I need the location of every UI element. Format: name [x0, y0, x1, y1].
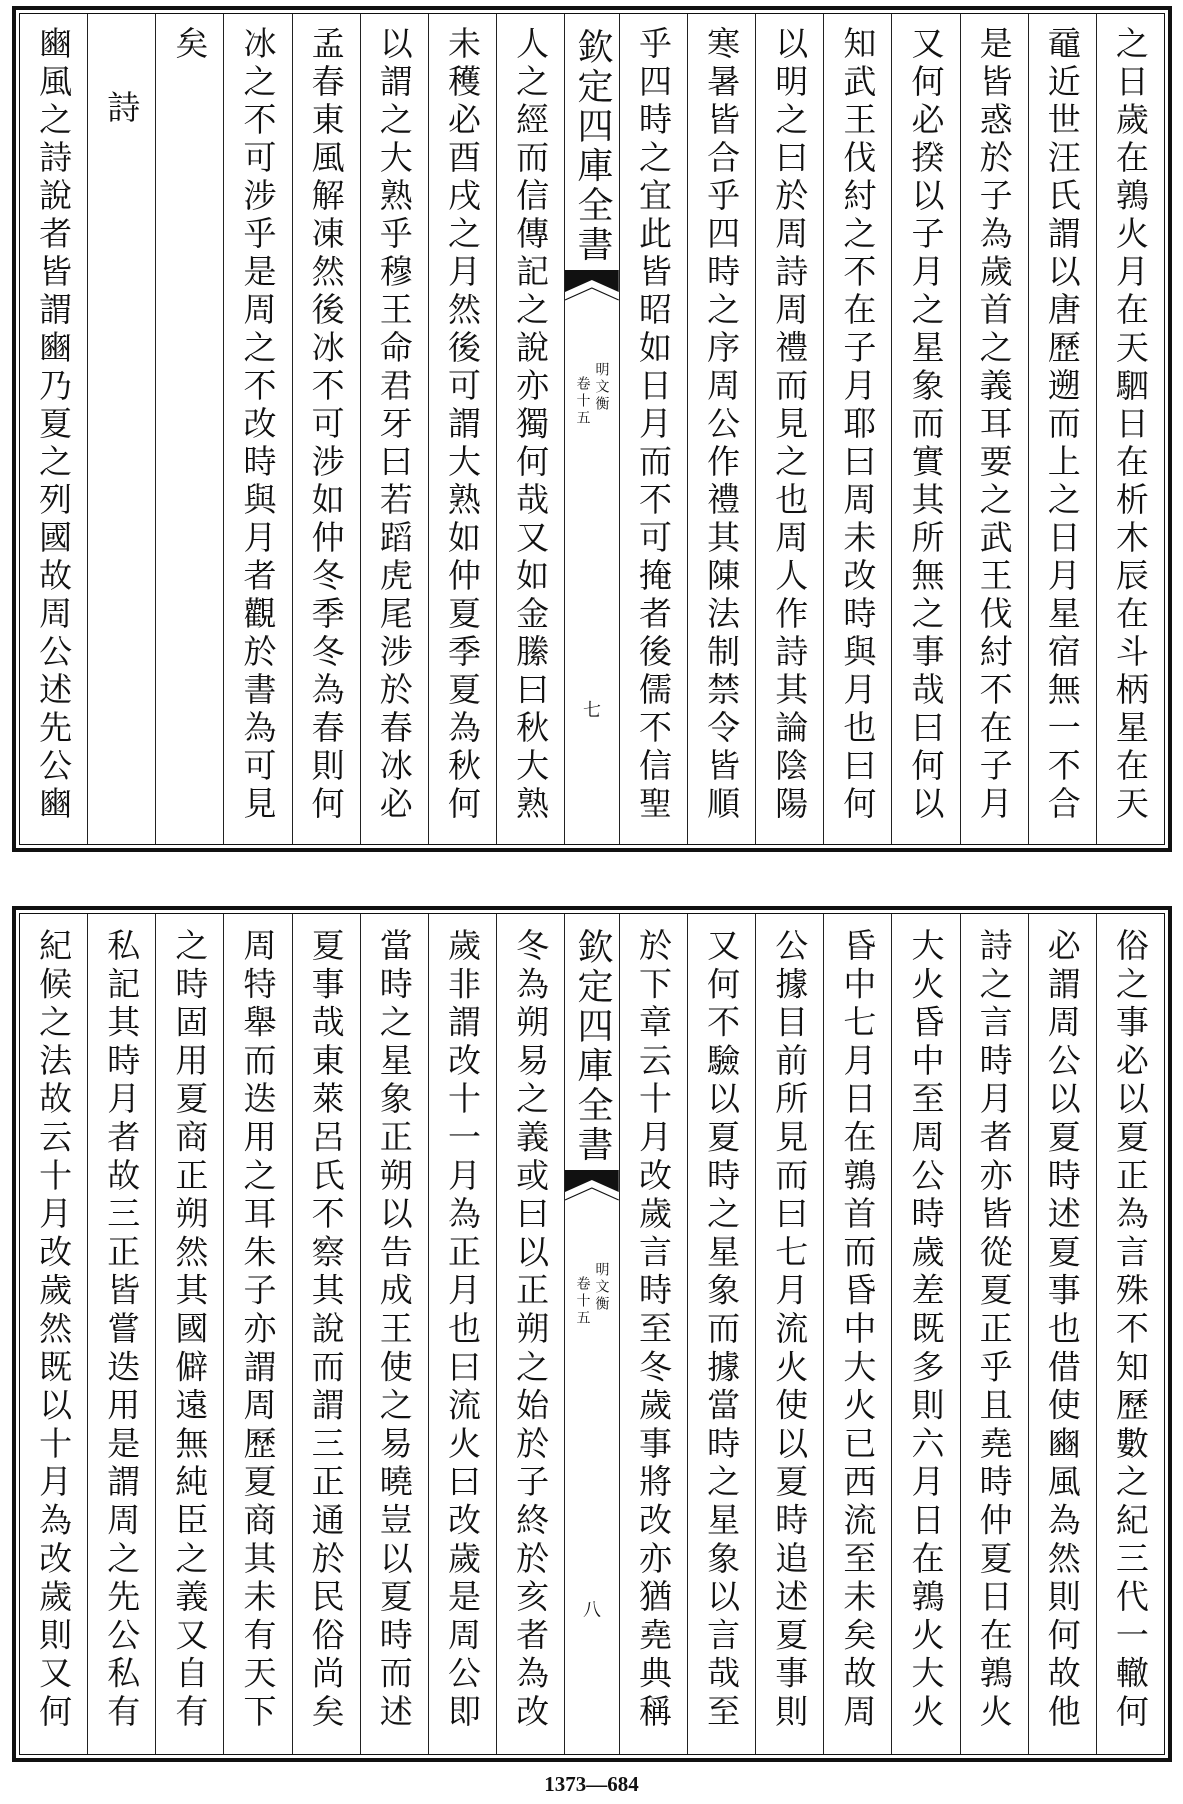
column-text: 黿近世汪氏謂以唐歷遡而上之日月星宿無一不合 — [1042, 26, 1082, 824]
text-column — [756, 914, 824, 1754]
text-column — [293, 914, 361, 1754]
column-text: 以謂之大熟乎穆王命君牙曰若蹈虎尾涉於春冰必 — [374, 26, 414, 824]
banxin-center-column — [565, 14, 620, 844]
fishtail-mark — [565, 1170, 619, 1210]
column-text: 矣 — [170, 26, 210, 64]
text-column — [497, 14, 565, 844]
juan-number: 卷十五 — [574, 376, 591, 427]
column-text: 是皆惑於子為歲首之義耳要之武王伐紂不在子月 — [974, 26, 1014, 824]
text-column — [361, 914, 429, 1754]
column-text: 俗之事必以夏正為言殊不知歷數之紀三代一轍何 — [1110, 928, 1150, 1733]
text-column — [824, 14, 892, 844]
text-column — [961, 14, 1029, 844]
text-column — [620, 14, 688, 844]
text-column — [688, 914, 756, 1754]
column-text: 大火昏中至周公時歲差既多則六月日在鶉火大火 — [906, 928, 946, 1733]
column-text: 冬為朔易之義或曰以正朔之始於子終於亥者為改 — [511, 928, 551, 1733]
text-column — [892, 914, 960, 1754]
column-text: 冰之不可涉乎是周之不改時與月者觀於書為可見 — [238, 26, 278, 824]
banxin-center-column — [565, 914, 620, 1754]
text-column — [224, 914, 292, 1754]
banxin-book-info — [565, 362, 619, 427]
column-text: 公據目前所見而曰七月流火使以夏時追述夏事則 — [770, 928, 810, 1733]
column-text: 必謂周公以夏時述夏事也借使豳風為然則何故他 — [1042, 928, 1082, 1733]
banxin-title: 欽定四庫全書 — [572, 28, 614, 265]
column-text: 之時固用夏商正朔然其國僻遠無純臣之義又自有 — [170, 928, 210, 1733]
text-column — [20, 914, 88, 1754]
page-frame — [19, 913, 1165, 1755]
column-text: 昏中七月日在鶉首而昏中大火已西流至未矣故周 — [838, 928, 878, 1733]
text-column — [156, 914, 224, 1754]
column-text: 歲非謂改十一月為正月也曰流火曰改歲是周公即 — [442, 928, 482, 1733]
column-text: 以明之曰於周詩周禮而見之也周人作詩其論陰陽 — [770, 26, 810, 824]
text-column — [156, 14, 224, 844]
column-text: 人之經而信傳記之說亦獨何哉又如金縢曰秋大熟 — [511, 26, 551, 824]
column-text: 之日歲在鶉火月在天駟日在析木辰在斗柄星在天 — [1110, 26, 1150, 824]
text-column — [20, 14, 88, 844]
folio-number: 八 — [583, 1600, 602, 1621]
column-grid — [20, 914, 1164, 1754]
text-column — [824, 914, 892, 1754]
book-title: 明文衡 — [593, 362, 610, 413]
column-text: 未穫必酉戌之月然後可謂大熟如仲夏季夏為秋何 — [442, 26, 482, 824]
column-text: 又何必揆以子月之星象而實其所無之事哉曰何以 — [906, 26, 946, 824]
column-text: 於下章云十月改歲言時至冬歲事將改亦猶堯典稱 — [633, 928, 673, 1733]
scan-page-number: 1373—684 — [544, 1772, 639, 1796]
column-grid — [20, 14, 1164, 844]
column-text: 孟春東風解凍然後冰不可涉如仲冬季冬為春則何 — [306, 26, 346, 824]
fishtail-mark — [565, 270, 619, 310]
column-text: 夏事哉東萊呂氏不察其說而謂三正通於民俗尚矣 — [306, 928, 346, 1733]
page-frame — [19, 13, 1165, 845]
column-text: 私記其時月者故三正皆嘗迭用是謂周之先公私有 — [102, 928, 142, 1733]
banxin-book-info — [565, 1262, 619, 1327]
text-column — [224, 14, 292, 844]
text-column — [1097, 14, 1164, 844]
text-column — [497, 914, 565, 1754]
text-column — [756, 14, 824, 844]
text-column — [688, 14, 756, 844]
juan-number: 卷十五 — [574, 1276, 591, 1327]
column-text: 寒暑皆合乎四時之序周公作禮其陳法制禁令皆順 — [702, 26, 742, 824]
text-column — [429, 14, 497, 844]
book-title: 明文衡 — [593, 1262, 610, 1313]
banxin-title: 欽定四庫全書 — [572, 928, 614, 1165]
text-column — [1029, 914, 1097, 1754]
column-text: 當時之星象正朔以告成王使之易曉豈以夏時而述 — [374, 928, 414, 1733]
text-column — [429, 914, 497, 1754]
column-text: 知武王伐紂之不在子月耶曰周未改時與月也曰何 — [838, 26, 878, 824]
text-column — [961, 914, 1029, 1754]
column-text: 詩之言時月者亦皆從夏正乎且堯時仲夏日在鶉火 — [974, 928, 1014, 1733]
text-column — [620, 914, 688, 1754]
column-text: 豳風之詩說者皆謂豳乃夏之列國故周公述先公豳 — [34, 26, 74, 824]
text-column — [1097, 914, 1164, 1754]
book-page-bottom — [12, 906, 1172, 1762]
section-heading-column — [88, 14, 156, 844]
text-column — [361, 14, 429, 844]
text-column — [1029, 14, 1097, 844]
column-text: 又何不驗以夏時之星象而據當時之星象以言哉至 — [702, 928, 742, 1733]
text-column — [88, 914, 156, 1754]
text-column — [892, 14, 960, 844]
text-column — [293, 14, 361, 844]
folio-number: 七 — [583, 700, 602, 721]
column-text: 周特舉而迭用之耳朱子亦謂周歷夏商其未有天下 — [238, 928, 278, 1733]
column-text: 紀候之法故云十月改歲然既以十月為改歲則又何 — [34, 928, 74, 1733]
section-heading: 詩 — [102, 90, 142, 128]
book-page-top — [12, 6, 1172, 852]
column-text: 乎四時之宜此皆昭如日月而不可掩者後儒不信聖 — [633, 26, 673, 824]
